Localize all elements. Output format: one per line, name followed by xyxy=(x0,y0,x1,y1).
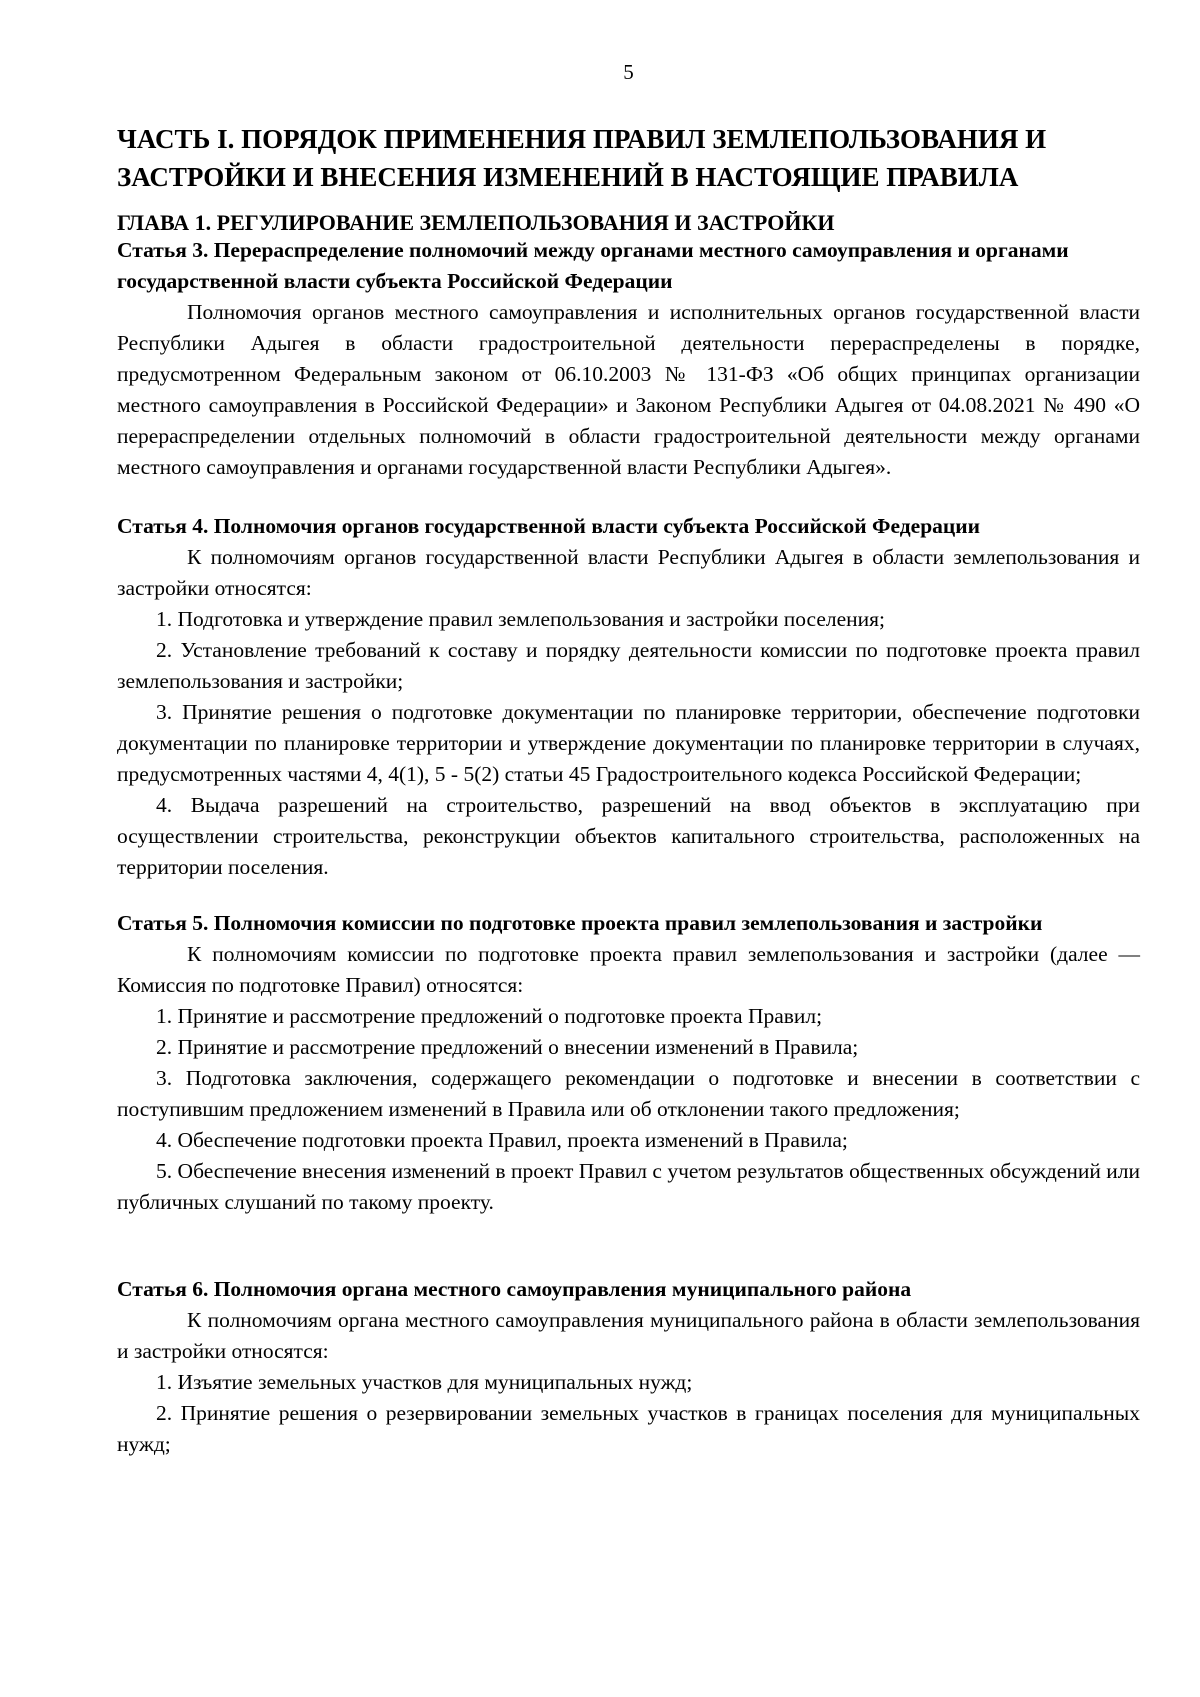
article-6-title: Статья 6. Полномочия органа местного самоуправления муниципального района xyxy=(117,1277,912,1301)
article-4-intro: К полномочиям органов государственной власти Республики Адыгея в области землепользования и застройки относятся: xyxy=(117,545,1140,600)
chapter-title: ГЛАВА 1. РЕГУЛИРОВАНИЕ ЗЕМЛЕПОЛЬЗОВАНИЯ И ЗАСТРОЙКИ xyxy=(117,210,835,235)
article-5-item-3: 3. Подготовка заключения, содержащего рекомендации о подготовке и внесении в соответствии с поступившим предложением изменений в Правила или об отклонении такого предложения; xyxy=(117,1066,1140,1121)
article-5-item-4: 4. Обеспечение подготовки проекта Правил, проекта изменений в Правила; xyxy=(156,1128,848,1152)
article-4-item-3: 3. Принятие решения о подготовке документации по планировке территории, обеспечение подготовки документации по планировке территории и утверждение документации по планировке территории в случаях, предусмотренных частями 4, 4(1), 5 - 5(2) статьи 45 Градостроительного кодекса Российской Федерации; xyxy=(117,700,1140,786)
article-6-item-1: 1. Изъятие земельных участков для муниципальных нужд; xyxy=(156,1370,693,1394)
article-6-intro: К полномочиям органа местного самоуправления муниципального района в области землепользования и застройки относятся: xyxy=(117,1308,1140,1363)
article-6-item-2: 2. Принятие решения о резервировании земельных участков в границах поселения для муниципальных нужд; xyxy=(117,1401,1140,1456)
article-5-item-1: 1. Принятие и рассмотрение предложений о подготовке проекта Правил; xyxy=(156,1004,823,1028)
article-4-item-1: 1. Подготовка и утверждение правил землепользования и застройки поселения; xyxy=(156,607,886,631)
article-5-intro: К полномочиям комиссии по подготовке проекта правил землепользования и застройки (далее — Комиссия по подготовке Правил) относятся: xyxy=(117,942,1140,997)
article-5 xyxy=(117,908,1140,1218)
article-5-item-5: 5. Обеспечение внесения изменений в проект Правил с учетом результатов общественных обсуждений или публичных слушаний по такому проекту. xyxy=(117,1159,1140,1214)
article-5-title: Статья 5. Полномочия комиссии по подготовке проекта правил землепользования и застройки xyxy=(117,911,1043,935)
part-title: ЧАСТЬ I. ПОРЯДОК ПРИМЕНЕНИЯ ПРАВИЛ ЗЕМЛЕПОЛЬЗОВАНИЯ И ЗАСТРОЙКИ И ВНЕСЕНИЯ ИЗМЕНЕНИЙ В НАСТОЯЩИЕ ПРАВИЛА xyxy=(117,124,1047,192)
article-4-title: Статья 4. Полномочия органов государственной власти субъекта Российской Федерации xyxy=(117,514,981,538)
article-4 xyxy=(117,511,1140,883)
page-number: 5 xyxy=(623,60,634,84)
article-4-item-2: 2. Установление требований к составу и порядку деятельности комиссии по подготовке проекта правил землепользования и застройки; xyxy=(117,638,1140,693)
article-4-item-4: 4. Выдача разрешений на строительство, разрешений на ввод объектов в эксплуатацию при осуществлении строительства, реконструкции объектов капитального строительства, расположенных на территории поселения. xyxy=(117,793,1140,879)
article-3 xyxy=(117,235,1140,483)
article-5-item-2: 2. Принятие и рассмотрение предложений о внесении изменений в Правила; xyxy=(156,1035,859,1059)
article-6 xyxy=(117,1274,1140,1460)
article-3-title: Статья 3. Перераспределение полномочий между органами местного самоуправления и органами государственной власти субъекта Российской Федерации xyxy=(117,238,1069,293)
article-3-text: Полномочия органов местного самоуправления и исполнительных органов государственной власти Республики Адыгея в области градостроительной деятельности перераспределены в порядке, предусмотренном Федеральным законом от 06.10.2003 № 131-ФЗ «Об общих принципах организации местного самоуправления в Российской Федерации» и Законом Республики Адыгея от 04.08.2021 № 490 «О перераспределении отдельных полномочий в области градостроительной деятельности между органами местного самоуправления и органами государственной власти Республики Адыгея». xyxy=(117,300,1140,479)
